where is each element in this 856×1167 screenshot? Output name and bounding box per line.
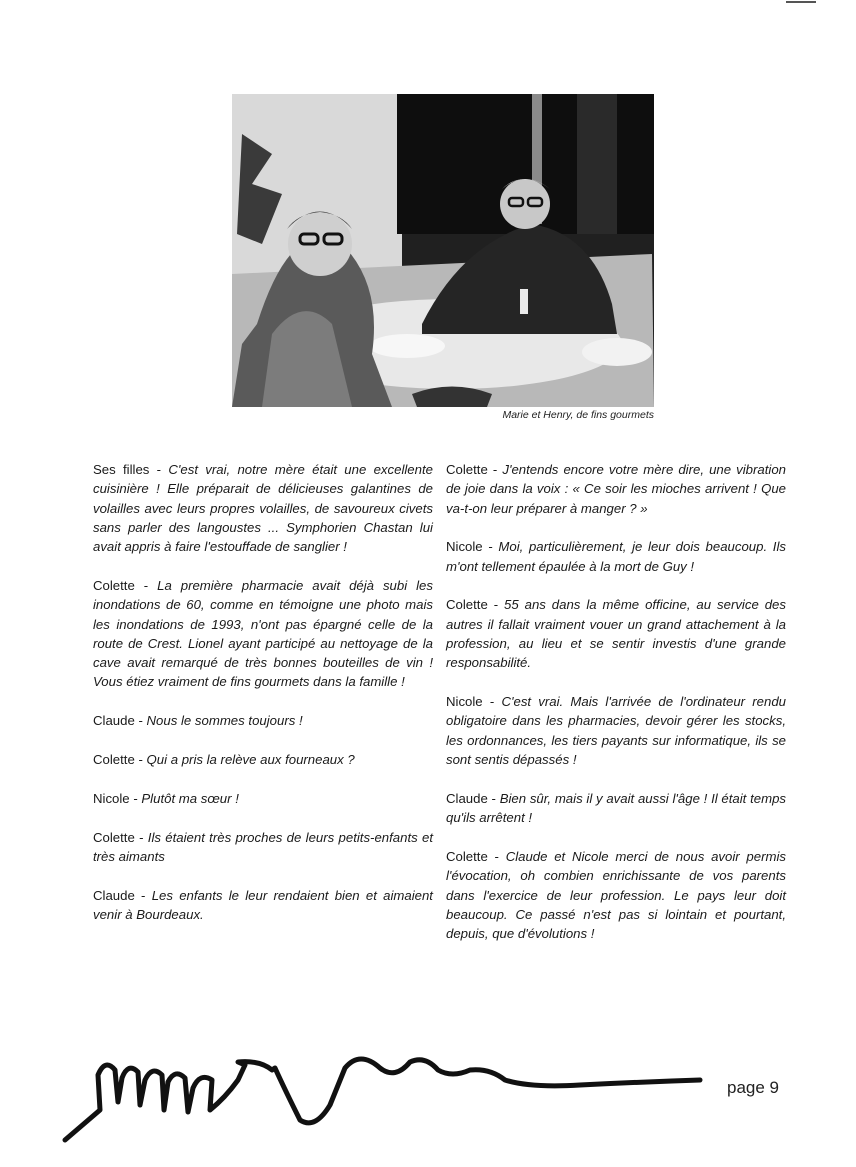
dialogue-paragraph: Colette - Claude et Nicole merci de nous avoir permis l'évocation, oh combien enrichissante de vos parents dans l'exercice de leur profession. Le pays leur doit beaucoup. Ce passé n'est pas si lointain et pourtant, depuis, que d'évolutions ! xyxy=(446,848,786,942)
speaker-name: Colette xyxy=(93,752,135,768)
speaker-name: Claude xyxy=(93,713,135,729)
dialogue-paragraph: Colette - 55 ans dans la même officine, au service des autres il fallait vraiment vouer un grand attachement à la profession, au lieu et se sentir investis d'une grande responsabilité. xyxy=(446,597,786,671)
speaker-name: Colette xyxy=(446,462,488,477)
dialogue-text: Claude et Nicole merci de nous avoir permis l'évocation, oh combien enrichissante de vos parents dans l'exercice de leur profession. Le pays leur doit beaucoup. Ce passé n'est pas si lointain et pourtant, depuis, que d'évolutions ! xyxy=(446,848,786,942)
dialogue-text: C'est vrai, notre mère était une excellente cuisinière ! Elle préparait de délicieuses galantines de volailles avec leurs propres volailles, de savoureux civets sans parler des langoustes ... Symphorien Chastan lui avait appris à faire l'estouffade de sanglier ! xyxy=(93,462,433,555)
speaker-name: Ses filles xyxy=(93,462,150,477)
dialogue-paragraph: Nicole - C'est vrai. Mais l'arrivée de l'ordinateur rendu obligatoire dans les pharmacies, devoir gérer les stocks, les ordonnances, les tiers payants sur informatique, ils se sont sentis dépassés ! xyxy=(446,694,786,768)
photo-icon xyxy=(232,94,654,407)
dialogue-text: Qui a pris la relève aux fourneaux ? xyxy=(146,752,355,768)
dialogue-text: 55 ans dans la même officine, au service des autres il fallait vraiment vouer un grand attachement à la profession, au lieu et se sentir investis d'une grande responsabilité. xyxy=(446,597,786,671)
speaker-name: Nicole xyxy=(446,694,483,710)
dialogue-paragraph: Ses filles - C'est vrai, notre mère était une excellente cuisinière ! Elle préparait de délicieuses galantines de volailles avec leurs propres volailles, de savoureux civets sans parler des langoustes ... Symphorien Chastan lui avait appris à faire l'estouffade de sanglier ! xyxy=(93,462,433,555)
dialogue-paragraph: Nicole - Moi, particulièrement, je leur dois beaucoup. Ils m'ont tellement épaulée à la mort de Guy ! xyxy=(446,539,786,574)
speaker-name: Colette xyxy=(446,848,488,864)
dialogue-text: Nous le sommes toujours ! xyxy=(146,713,303,729)
dialogue-text: Bien sûr, mais il y avait aussi l'âge ! Il était temps qu'ils arrêtent ! xyxy=(446,790,786,826)
handwritten-signature-icon xyxy=(60,1040,710,1145)
photo-caption: Marie et Henry, de fins gourmets xyxy=(502,409,654,421)
dialogue-paragraph: Colette - La première pharmacie avait déjà subi les inondations de 60, comme en témoigne une photo mais les inondations de 1993, n'ont pas épargné celle de la route de Crest. Lionel ayant participé au nettoyage de la cave avait remarqué de très bonnes bouteilles de vin ! Vous étiez vraiment de fins gourmets dans la famille ! xyxy=(93,577,433,690)
speaker-name: Claude xyxy=(93,887,135,903)
dialogue-text: J'entends encore votre mère dire, une vibration de joie dans la voix : « Ce soir les mioches arrivent ! Que va-t-on leur préparer à manger ? » xyxy=(446,462,786,516)
family-photo xyxy=(232,94,654,407)
dialogue-paragraph: Colette - J'entends encore votre mère dire, une vibration de joie dans la voix : « Ce soir les mioches arrivent ! Que va-t-on leur préparer à manger ? » xyxy=(446,462,786,516)
dialogue-text: C'est vrai. Mais l'arrivée de l'ordinateur rendu obligatoire dans les pharmacies, devoir gérer les stocks, les ordonnances, les tiers payants sur informatique, ils se sont sentis dépassés ! xyxy=(446,694,786,768)
speaker-name: Colette xyxy=(93,829,135,845)
dialogue-paragraph: Claude - Bien sûr, mais il y avait aussi l'âge ! Il était temps qu'ils arrêtent ! xyxy=(446,790,786,826)
corner-mark xyxy=(786,1,816,3)
dialogue-text: Plutôt ma sœur ! xyxy=(141,790,239,806)
speaker-name: Nicole xyxy=(446,539,483,555)
dialogue-paragraph: Colette - Qui a pris la relève aux fourneaux ? xyxy=(93,752,355,768)
dialogue-paragraph: Claude - Les enfants le leur rendaient bien et aimaient venir à Bourdeaux. xyxy=(93,887,433,923)
right-column xyxy=(446,460,786,963)
dialogue-text: Moi, particulièrement, je leur dois beaucoup. Ils m'ont tellement épaulée à la mort de Guy ! xyxy=(446,539,786,574)
dialogue-text: Les enfants le leur rendaient bien et aimaient venir à Bourdeaux. xyxy=(93,887,433,923)
speaker-name: Claude xyxy=(446,790,488,806)
dialogue-text: La première pharmacie avait déjà subi les inondations de 60, comme en témoigne une photo mais les inondations de 1993, n'ont pas épargné celle de la route de Crest. Lionel ayant participé au nettoyage de la cave avait remarqué de très bonnes bouteilles de vin ! Vous étiez vraiment de fins gourmets dans la famille ! xyxy=(93,577,433,690)
dialogue-paragraph: Claude - Nous le sommes toujours ! xyxy=(93,713,303,729)
dialogue-paragraph: Colette - Ils étaient très proches de leurs petits-enfants et très aimants xyxy=(93,829,433,864)
dialogue-paragraph: Nicole - Plutôt ma sœur ! xyxy=(93,790,239,806)
speaker-name: Colette xyxy=(93,577,135,593)
page-number: page 9 xyxy=(727,1078,779,1097)
left-column xyxy=(93,460,433,944)
dialogue-text: Ils étaient très proches de leurs petits-enfants et très aimants xyxy=(93,829,433,864)
speaker-name: Colette xyxy=(446,597,488,613)
speaker-name: Nicole xyxy=(93,790,130,806)
